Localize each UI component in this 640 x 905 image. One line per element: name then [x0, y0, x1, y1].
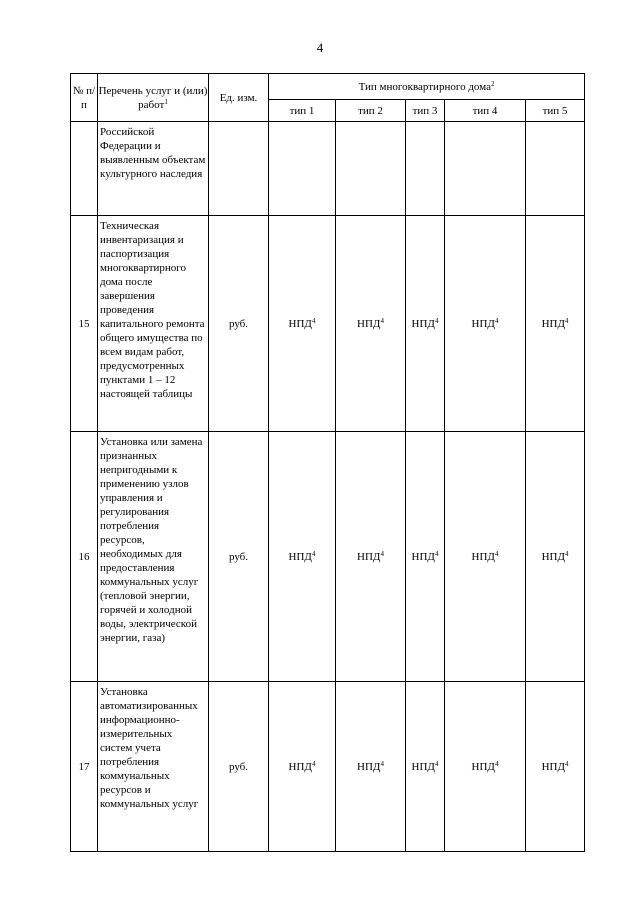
row-value-type-5 [526, 432, 585, 682]
footnote-1-marker: 1 [164, 97, 168, 106]
footnote-4-marker: 4 [380, 549, 384, 558]
value-text: НПД [541, 550, 565, 563]
row-service-name: Российской Федерации и выявленным объектам культурного наследия [98, 122, 209, 216]
value-text: НПД [357, 317, 381, 330]
row-value-type-4 [445, 432, 526, 682]
row-num: 17 [71, 682, 98, 852]
value-text: НПД [411, 760, 435, 773]
row-num [71, 122, 98, 216]
footnote-4-marker: 4 [564, 549, 569, 558]
row-value-type-5 [526, 122, 585, 216]
row-unit [209, 122, 269, 216]
row-value-type-1 [269, 216, 336, 432]
footnote-4-marker: 4 [434, 759, 439, 768]
row-unit: руб. [209, 216, 269, 432]
header-type-1: тип 1 [269, 100, 336, 122]
header-services [98, 74, 209, 122]
row-unit: руб. [209, 432, 269, 682]
value-text: НПД [288, 760, 312, 773]
row-value-type-3 [406, 122, 445, 216]
header-num: № п/п [71, 74, 98, 122]
row-num: 15 [71, 216, 98, 432]
footnote-2-marker: 2 [490, 79, 495, 88]
table-row [71, 682, 585, 852]
value-text: НПД [471, 760, 495, 773]
value-text: НПД [541, 317, 565, 330]
footnote-4-marker: 4 [564, 759, 569, 768]
header-type-3: тип 3 [406, 100, 445, 122]
row-value-type-1 [269, 432, 336, 682]
value-text: НПД [471, 317, 495, 330]
value-text: НПД [411, 550, 435, 563]
row-num: 16 [71, 432, 98, 682]
row-value-type-4 [445, 682, 526, 852]
row-service-name: Установка или замена признанных непригодными к применению узлов управления и регулирования потребления ресурсов, необходимых для предоставления коммунальных услуг (тепловой энергии, горячей и холодной воды, электрической энергии, газа) [98, 432, 209, 682]
row-service-name: Установка автоматизированных информационно-измерительных систем учета потребления коммунальных ресурсов и коммунальных услуг [98, 682, 209, 852]
page-number: 4 [316, 40, 324, 55]
row-value-type-3 [406, 216, 445, 432]
footnote-4-marker: 4 [494, 549, 499, 558]
footnote-4-marker: 4 [311, 549, 316, 558]
row-value-type-2 [336, 432, 406, 682]
table-row [71, 122, 585, 216]
footnote-4-marker: 4 [311, 759, 316, 768]
row-value-type-5 [526, 682, 585, 852]
value-text: НПД [288, 550, 312, 563]
header-building-type [269, 74, 585, 100]
row-value-type-1 [269, 122, 336, 216]
footnote-4-marker: 4 [380, 759, 384, 768]
footnote-4-marker: 4 [494, 759, 499, 768]
footnote-4-marker: 4 [434, 316, 439, 325]
header-building-type-label: Тип многоквартирного дома [358, 80, 491, 93]
value-text: НПД [357, 760, 381, 773]
row-value-type-1 [269, 682, 336, 852]
row-value-type-2 [336, 682, 406, 852]
row-service-name: Техническая инвентаризация и паспортизация многоквартирного дома после завершения проведения капитального ремонта общего имущества по всем видам работ, предусмотренных пунктами 1 – 12 настоящей таблицы [98, 216, 209, 432]
row-value-type-3 [406, 682, 445, 852]
row-value-type-4 [445, 122, 526, 216]
row-value-type-3 [406, 432, 445, 682]
footnote-4-marker: 4 [494, 316, 499, 325]
value-text: НПД [288, 317, 312, 330]
footnote-4-marker: 4 [434, 549, 439, 558]
row-value-type-2 [336, 216, 406, 432]
header-type-4: тип 4 [445, 100, 526, 122]
value-text: НПД [357, 550, 381, 563]
value-text: НПД [411, 317, 435, 330]
header-services-label: Перечень услуг и (или) работ [98, 84, 208, 111]
row-unit: руб. [209, 682, 269, 852]
table-row [71, 432, 585, 682]
footnote-4-marker: 4 [311, 316, 316, 325]
footnote-4-marker: 4 [564, 316, 569, 325]
footnote-4-marker: 4 [380, 316, 384, 325]
services-table [70, 73, 585, 852]
row-value-type-4 [445, 216, 526, 432]
value-text: НПД [541, 760, 565, 773]
header-type-5: тип 5 [526, 100, 585, 122]
row-value-type-5 [526, 216, 585, 432]
value-text: НПД [471, 550, 495, 563]
header-type-2: тип 2 [336, 100, 406, 122]
table-row [71, 216, 585, 432]
row-value-type-2 [336, 122, 406, 216]
header-unit: Ед. изм. [209, 74, 269, 122]
